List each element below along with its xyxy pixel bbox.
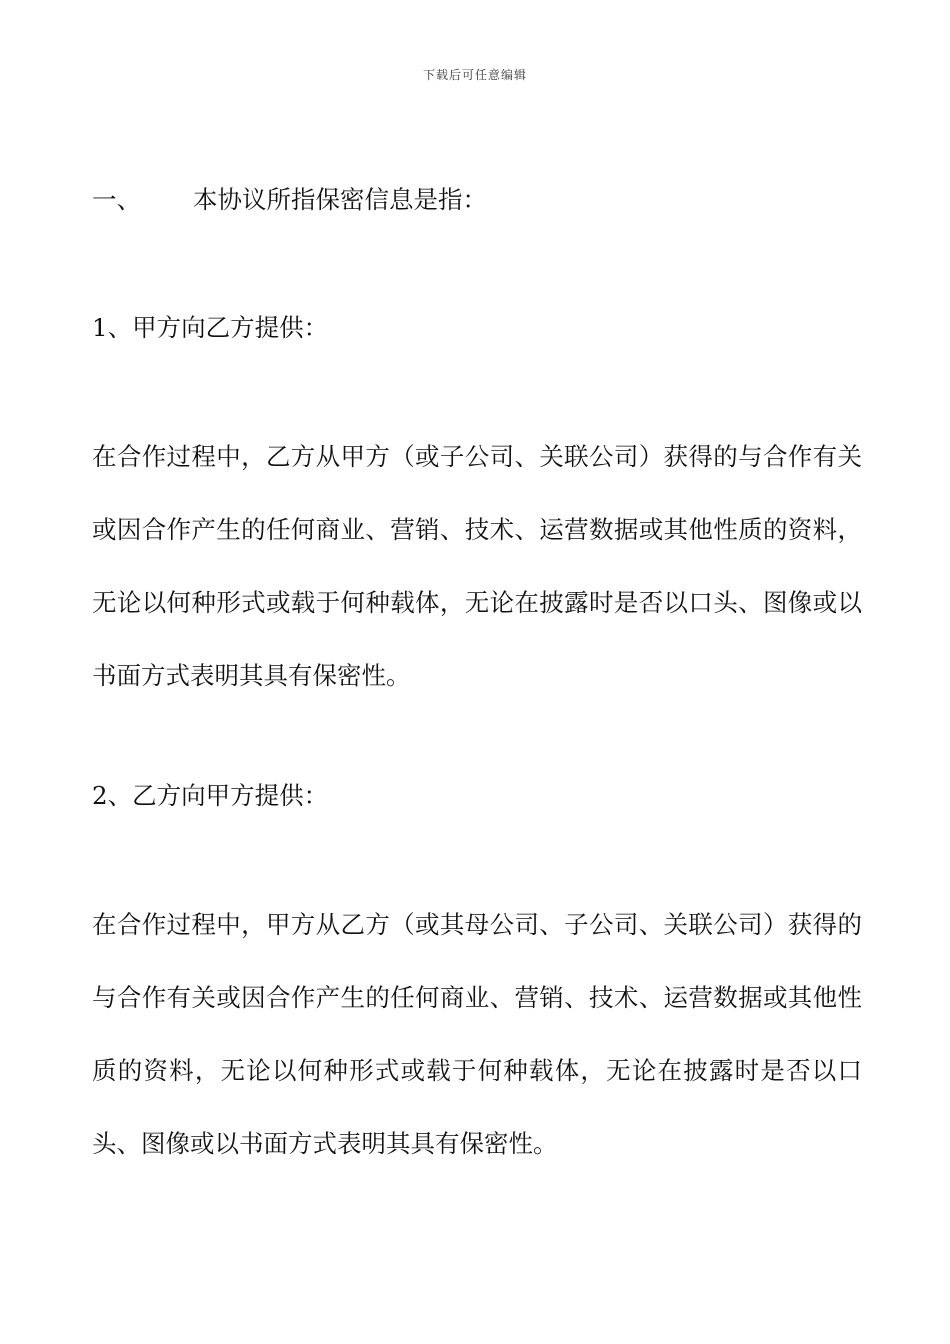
section-title: 本协议所指保密信息是指： (193, 184, 487, 214)
item-paragraph-1: 在合作过程中，乙方从甲方（或子公司、关联公司）获得的与合作有关或因合作产生的任何商业、营销、技术、运营数据或其他性质的资料，无论以何种形式或载于何种载体，无论在披露时是否以口头、图像或以书面方式表明其具有保密性。 (92, 442, 862, 690)
header-note: 下载后可任意编辑 (422, 68, 527, 82)
item-label-1: 1、甲方向乙方提供： (92, 312, 329, 342)
item-label-2: 2、乙方向甲方提供： (92, 780, 329, 810)
document-body (92, 176, 862, 1240)
section-number: 一、 (92, 184, 141, 214)
item-paragraph-2: 在合作过程中，甲方从乙方（或其母公司、子公司、关联公司）获得的与合作有关或因合作产生的任何商业、营销、技术、运营数据或其他性质的资料，无论以何种形式或载于何种载体，无论在披露时是否以口头、图像或以书面方式表明其具有保密性。 (92, 910, 862, 1158)
section-heading (92, 176, 862, 224)
